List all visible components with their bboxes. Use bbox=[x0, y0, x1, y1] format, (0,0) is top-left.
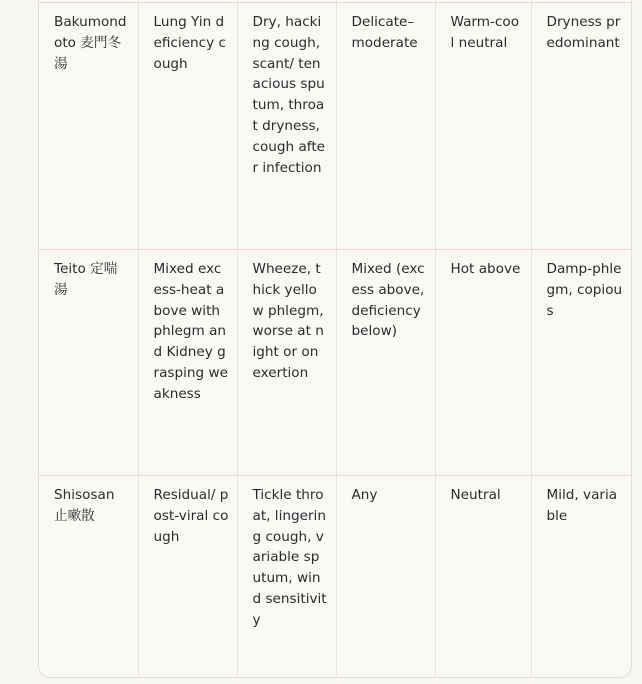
cell-constitution: Delicate–moderate bbox=[336, 3, 435, 250]
cell-pattern: Damp-phlegm, copious bbox=[531, 250, 631, 476]
cell-constitution: Mixed (excess above, deficiency below) bbox=[336, 250, 435, 476]
cell-symptoms: Wheeze, thick yellow phlegm, worse at night or on exertion bbox=[237, 250, 336, 476]
cell-temperature: Hot above bbox=[435, 250, 531, 476]
cell-temperature: Warm-cool neutral bbox=[435, 3, 531, 250]
table-row bbox=[39, 250, 631, 476]
cell-formula: Teito 定喘湯 bbox=[39, 250, 138, 476]
cell-indication: Residual/ post-viral cough bbox=[138, 476, 237, 679]
table-row bbox=[39, 476, 631, 679]
cell-pattern: Mild, variable bbox=[546, 487, 618, 524]
table-row bbox=[39, 3, 631, 250]
cell-constitution: Any bbox=[336, 476, 435, 679]
cell-formula: Shisosan 止嗽散 bbox=[39, 476, 138, 679]
cell-temperature: Neutral bbox=[435, 476, 531, 679]
formula-comparison-table bbox=[39, 0, 631, 678]
formula-comparison-table-card bbox=[38, 0, 632, 678]
cell-pattern: Dryness predominant bbox=[531, 3, 631, 250]
cell-indication: Mixed excess-heat above with phlegm and Kidney grasping weakness bbox=[138, 250, 237, 476]
cell-symptoms: Tickle throat, lingering cough, variable sputum, wind sensitivity bbox=[237, 476, 336, 679]
cell-formula: Bakumondoto 麦門冬湯 bbox=[39, 3, 138, 250]
cell-symptoms: Dry, hacking cough, scant/ tenacious sputum, throat dryness, cough after infection bbox=[237, 3, 336, 250]
cell-indication: Lung Yin deficiency cough bbox=[138, 3, 237, 250]
